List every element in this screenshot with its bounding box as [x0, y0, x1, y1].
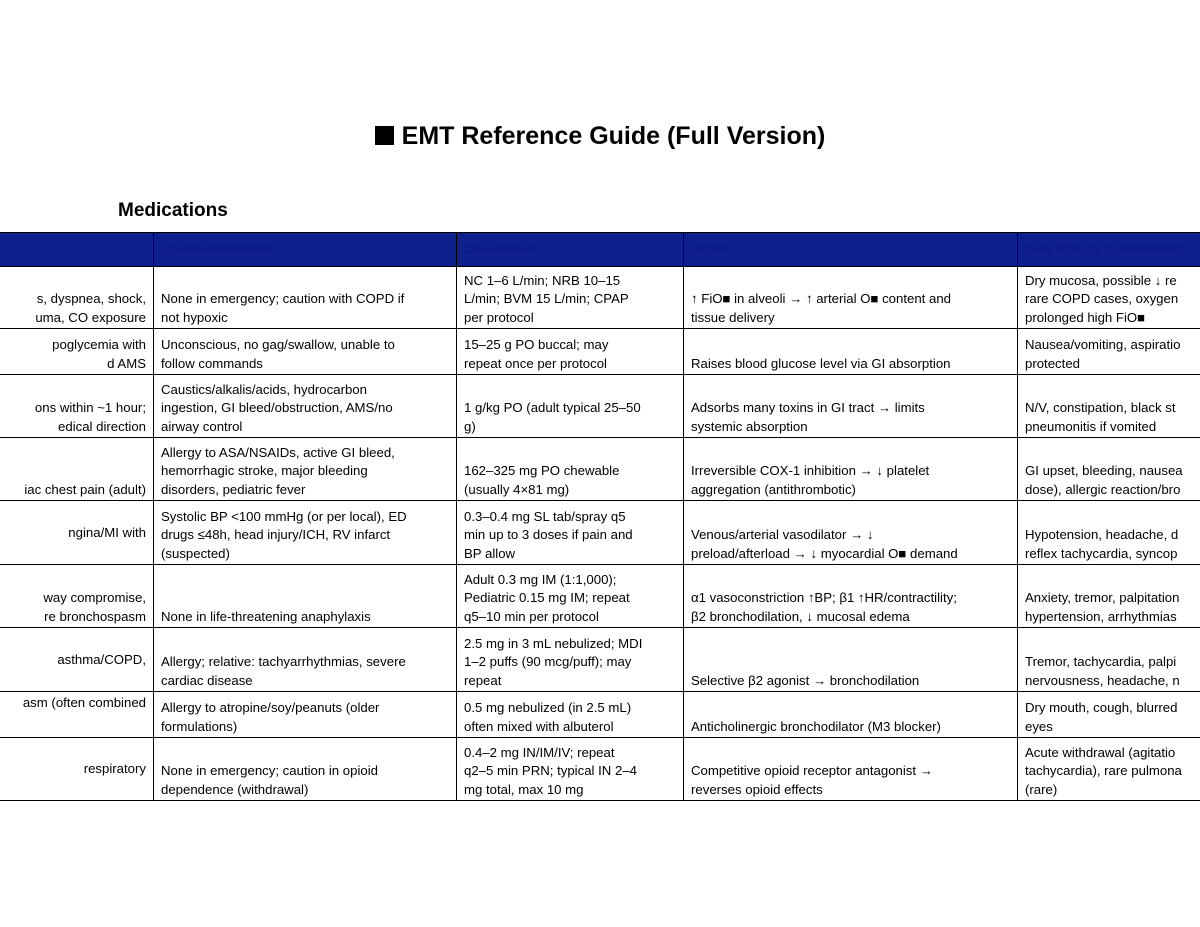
cell-indications: asm (often combined — [22, 695, 146, 710]
table-row — [0, 628, 1200, 692]
cell-side-effects: Acute withdrawal (agitatio tachycardia), rare pulmona (rare) — [1025, 745, 1182, 797]
document-title-text: EMT Reference Guide (Full Version) — [401, 122, 826, 150]
cell-dose-route: 162–325 mg PO chewable (usually 4×81 mg) — [464, 463, 620, 497]
cell-contraindications: None in emergency; caution in opioid dependence (withdrawal) — [161, 763, 378, 797]
column-header-contraindications: Contraindications — [154, 233, 457, 267]
cell-side-effects: Dry mouth, cough, blurred eyes — [1025, 700, 1178, 734]
table-row — [0, 267, 1200, 329]
table-row — [0, 438, 1200, 501]
cell-action: ↑ FiO■ in alveoli → ↑ arterial O■ content and tissue delivery — [691, 291, 952, 325]
cell-contraindications: None in life-threatening anaphylaxis — [161, 608, 371, 624]
medications-table — [0, 232, 1200, 801]
column-header-dose-route: Dose/Route — [457, 233, 684, 267]
document-title — [0, 119, 1200, 153]
column-header-action: Action — [684, 233, 1018, 267]
cell-indications: iac chest pain (adult) — [24, 481, 146, 497]
cell-dose-route: 2.5 mg in 3 mL nebulized; MDI 1–2 puffs (90 mcg/puff); may repeat — [464, 636, 643, 688]
cell-side-effects: GI upset, bleeding, nausea dose), allergic reaction/bro — [1025, 463, 1183, 497]
cell-action: Venous/arterial vasodilator → ↓ preload/afterload → ↓ myocardial O■ demand — [691, 527, 958, 561]
column-header-indications — [0, 233, 154, 267]
cell-action: Selective β2 agonist → bronchodilation — [691, 672, 920, 688]
table-row — [0, 501, 1200, 565]
cell-side-effects: Hypotension, headache, d reflex tachycardia, syncop — [1025, 527, 1179, 561]
cell-indications: asthma/COPD, — [57, 651, 146, 667]
cell-contraindications: Caustics/alkalis/acids, hydrocarbon ingestion, GI bleed/obstruction, AMS/no airway control — [161, 382, 393, 434]
cell-side-effects: Anxiety, tremor, palpitation hypertension, arrhythmias — [1025, 590, 1180, 624]
cell-action: Irreversible COX-1 inhibition → ↓ platelet aggregation (antithrombotic) — [691, 463, 930, 497]
table-header-row — [0, 233, 1200, 267]
cell-indications: s, dyspnea, shock, uma, CO exposure — [35, 291, 146, 325]
cell-action: Raises blood glucose level via GI absorption — [691, 355, 951, 371]
cell-action: Competitive opioid receptor antagonist → reverses opioid effects — [691, 763, 933, 797]
table-row — [0, 329, 1200, 375]
cell-dose-route: Adult 0.3 mg IM (1:1,000); Pediatric 0.15 mg IM; repeat q5–10 min per protocol — [464, 572, 630, 624]
cell-dose-route: NC 1–6 L/min; NRB 10–15 L/min; BVM 15 L/min; CPAP per protocol — [464, 273, 629, 325]
cell-side-effects: Tremor, tachycardia, palpi nervousness, headache, n — [1025, 654, 1180, 688]
cell-contraindications: None in emergency; caution with COPD if not hypoxic — [161, 291, 405, 325]
cell-contraindications: Unconscious, no gag/swallow, unable to follow commands — [161, 337, 395, 371]
cell-dose-route: 0.5 mg nebulized (in 2.5 mL) often mixed with albuterol — [464, 700, 632, 734]
black-square-icon — [375, 126, 394, 145]
table-row — [0, 565, 1200, 628]
cell-side-effects: Nausea/vomiting, aspiratio protected — [1025, 337, 1181, 371]
table-row — [0, 738, 1200, 801]
cell-indications: respiratory — [83, 761, 146, 777]
cell-contraindications: Allergy; relative: tachyarrhythmias, severe cardiac disease — [161, 654, 406, 688]
cell-action: Adsorbs many toxins in GI tract → limits systemic absorption — [691, 400, 925, 434]
cell-indications: poglycemia with d AMS — [52, 337, 146, 371]
cell-contraindications: Allergy to ASA/NSAIDs, active GI bleed, hemorrhagic stroke, major bleeding disorders, pediatric fever — [161, 445, 395, 497]
cell-action: α1 vasoconstriction ↑BP; β1 ↑HR/contractility; β2 bronchodilation, ↓ mucosal edema — [691, 590, 957, 624]
cell-dose-route: 15–25 g PO buccal; may repeat once per protocol — [464, 337, 609, 371]
table-body — [0, 267, 1200, 801]
cell-indications: ngina/MI with — [68, 524, 146, 540]
cell-side-effects: N/V, constipation, black st pneumonitis if vomited — [1025, 400, 1176, 434]
cell-dose-route: 0.4–2 mg IN/IM/IV; repeat q2–5 min PRN; typical IN 2–4 mg total, max 10 mg — [464, 745, 637, 797]
cell-dose-route: 1 g/kg PO (adult typical 25–50 g) — [464, 400, 641, 434]
table-row — [0, 375, 1200, 438]
column-header-side-effects: Side Effects (Unintended) — [1018, 233, 1200, 267]
table-row — [0, 692, 1200, 738]
cell-indications: ons within ~1 hour; edical direction — [34, 400, 146, 434]
cell-action: Anticholinergic bronchodilator (M3 blocker) — [691, 718, 941, 734]
cell-contraindications: Allergy to atropine/soy/peanuts (older formulations) — [161, 700, 380, 734]
cell-contraindications: Systolic BP <100 mmHg (or per local), ED drugs ≤48h, head injury/ICH, RV infarct (suspected) — [161, 509, 407, 561]
medications-table-viewport — [0, 232, 1200, 802]
cell-dose-route: 0.3–0.4 mg SL tab/spray q5 min up to 3 doses if pain and BP allow — [464, 509, 633, 561]
cell-indications: way compromise, re bronchospasm — [43, 590, 146, 624]
cell-side-effects: Dry mucosa, possible ↓ re rare COPD cases, oxygen prolonged high FiO■ — [1025, 273, 1179, 325]
section-heading-medications: Medications — [118, 200, 228, 221]
